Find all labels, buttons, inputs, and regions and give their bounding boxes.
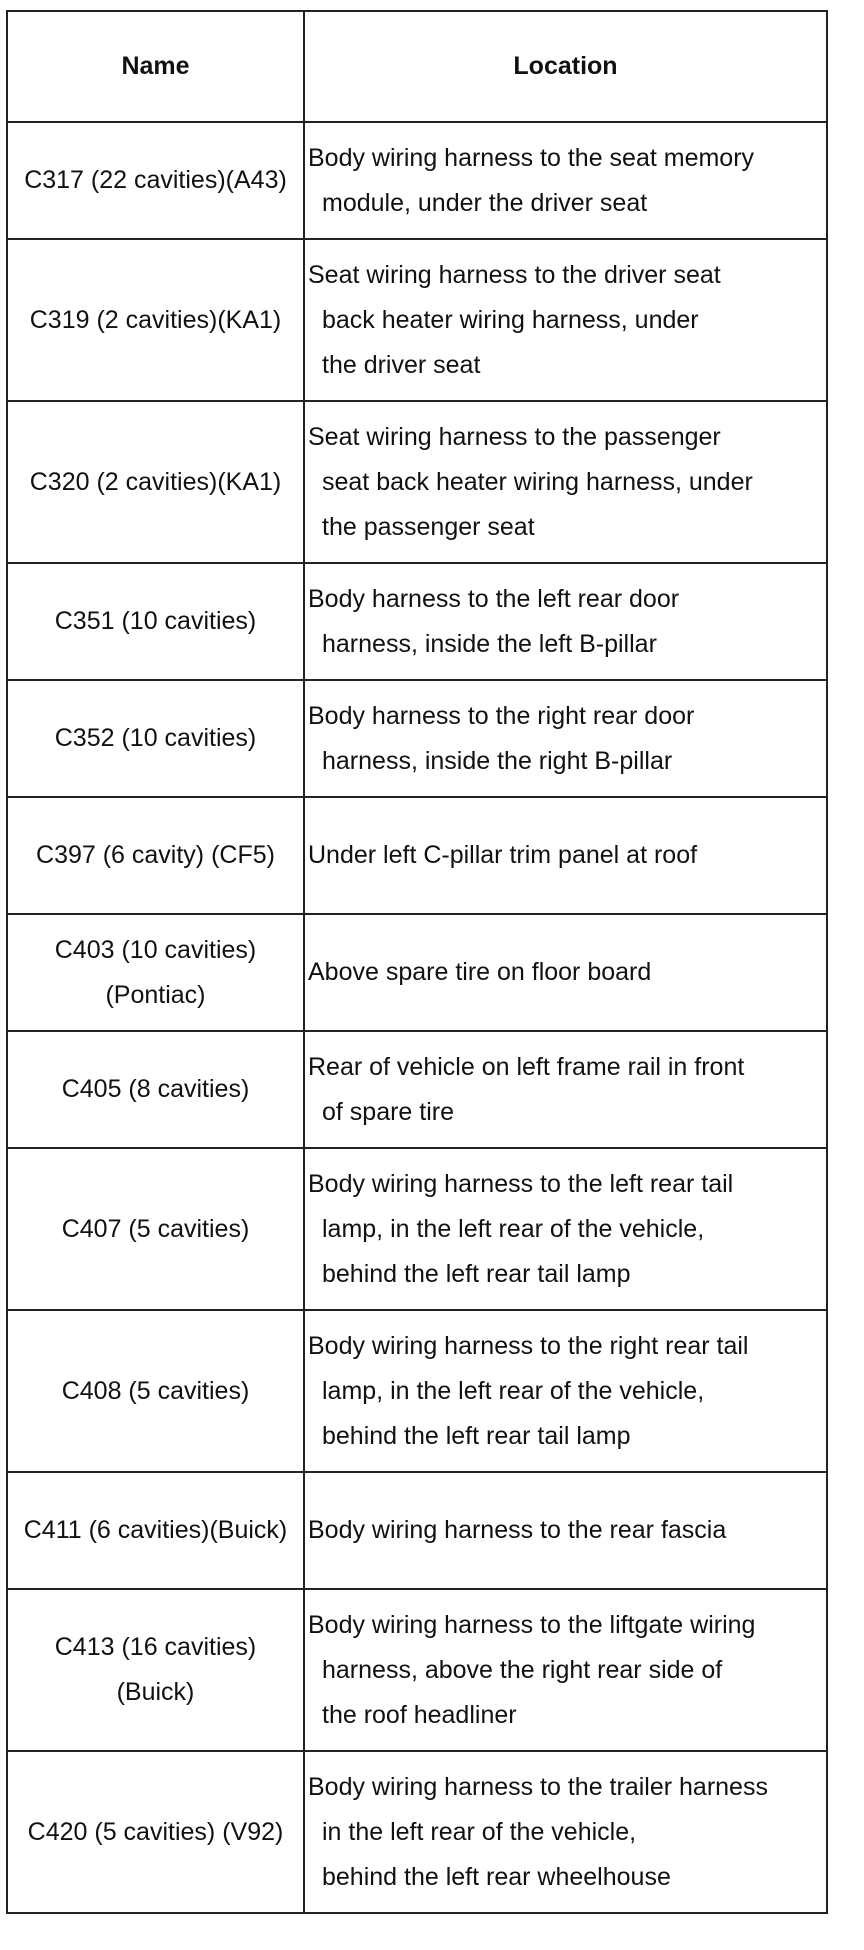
- location-text-line: Body wiring harness to the right rear tail: [308, 1331, 749, 1360]
- connector-name-text: C317 (22 cavities)(A43): [24, 166, 287, 194]
- connector-name-text: C408 (5 cavities): [61, 1376, 250, 1405]
- location-text-line: Seat wiring harness to the driver seat: [308, 260, 721, 289]
- connector-location-cell: [304, 1148, 827, 1310]
- connector-location-cell: [304, 401, 827, 563]
- table-body: [7, 122, 827, 1913]
- location-text-line: harness, inside the left B-pillar: [322, 629, 657, 658]
- connector-name-cell: [7, 914, 304, 1031]
- location-column-header: Location: [304, 11, 827, 122]
- connector-name-text: C397 (6 cavity) (CF5): [36, 841, 275, 869]
- location-text-line: Above spare tire on floor board: [308, 958, 652, 986]
- connector-location-cell: [304, 122, 827, 239]
- location-text-line: module, under the driver seat: [322, 188, 648, 217]
- connector-name-text: C351 (10 cavities): [54, 607, 257, 635]
- location-text-line: seat back heater wiring harness, under: [322, 467, 753, 496]
- location-text-line: Body wiring harness to the liftgate wiring: [308, 1610, 756, 1639]
- location-text-line: Body wiring harness to the trailer harness: [308, 1772, 768, 1801]
- location-text-line: Rear of vehicle on left frame rail in front: [308, 1052, 745, 1081]
- connector-name-text: C420 (5 cavities) (V92): [27, 1817, 284, 1846]
- table-row: [7, 1031, 827, 1148]
- connector-location-cell: [304, 914, 827, 1031]
- connector-name-cell: [7, 563, 304, 680]
- location-text-line: in the left rear of the vehicle,: [322, 1817, 637, 1846]
- connector-name-text: C407 (5 cavities): [61, 1214, 250, 1243]
- connector-location-cell: [304, 1310, 827, 1472]
- connector-location-cell: [304, 1589, 827, 1751]
- connector-location-cell: [304, 1031, 827, 1148]
- location-text-line: Body wiring harness to the seat memory: [308, 143, 755, 172]
- connector-location-cell: [304, 1751, 827, 1913]
- location-text-line: Under left C-pillar trim panel at roof: [308, 841, 698, 869]
- location-text-line: harness, inside the right B-pillar: [322, 746, 673, 775]
- table-row: [7, 1589, 827, 1751]
- connector-name-text: C405 (8 cavities): [61, 1075, 250, 1103]
- location-text-line: Body harness to the right rear door: [308, 701, 695, 730]
- connector-name-text: C403 (10 cavities): [54, 935, 257, 964]
- location-text-line: the roof headliner: [322, 1700, 517, 1729]
- connector-name-cell: [7, 1589, 304, 1751]
- table-row: [7, 680, 827, 797]
- connector-name-text: C352 (10 cavities): [54, 724, 257, 752]
- location-text-line: lamp, in the left rear of the vehicle,: [322, 1214, 705, 1243]
- table-row: [7, 797, 827, 914]
- connector-name-text: C413 (16 cavities): [54, 1633, 257, 1661]
- connector-name-text: (Buick): [116, 1678, 195, 1706]
- connector-location-cell: [304, 1472, 827, 1589]
- table-row: [7, 1310, 827, 1472]
- connector-name-cell: [7, 122, 304, 239]
- connector-name-cell: [7, 401, 304, 563]
- connector-location-cell: [304, 797, 827, 914]
- connector-name-cell: [7, 1031, 304, 1148]
- location-text-line: of spare tire: [322, 1097, 455, 1126]
- table-row: [7, 1472, 827, 1589]
- connector-name-cell: [7, 680, 304, 797]
- table-row: [7, 563, 827, 680]
- location-text-line: Body harness to the left rear door: [308, 584, 680, 613]
- location-text-line: lamp, in the left rear of the vehicle,: [322, 1376, 705, 1405]
- connector-name-cell: [7, 1310, 304, 1472]
- location-text-line: behind the left rear wheelhouse: [322, 1862, 671, 1891]
- table-row: [7, 1751, 827, 1913]
- location-text-line: behind the left rear tail lamp: [322, 1259, 631, 1288]
- location-text-line: behind the left rear tail lamp: [322, 1421, 631, 1450]
- connector-location-table: [6, 10, 828, 1914]
- table-row: [7, 122, 827, 239]
- connector-location-cell: [304, 680, 827, 797]
- connector-location-cell: [304, 239, 827, 401]
- location-text-line: Body wiring harness to the rear fascia: [308, 1516, 727, 1544]
- table-row: [7, 1148, 827, 1310]
- location-text-line: Body wiring harness to the left rear tail: [308, 1169, 734, 1198]
- connector-name-cell: [7, 797, 304, 914]
- connector-location-cell: [304, 563, 827, 680]
- connector-name-cell: [7, 239, 304, 401]
- location-text-line: the driver seat: [322, 350, 481, 379]
- connector-name-cell: [7, 1751, 304, 1913]
- connector-name-cell: [7, 1472, 304, 1589]
- location-text-line: Seat wiring harness to the passenger: [308, 422, 721, 451]
- table-row: [7, 239, 827, 401]
- name-column-header: Name: [7, 11, 304, 122]
- connector-name-cell: [7, 1148, 304, 1310]
- location-text-line: back heater wiring harness, under: [322, 305, 699, 334]
- table-row: [7, 914, 827, 1031]
- connector-name-text: C320 (2 cavities)(KA1): [29, 467, 282, 496]
- table-row: [7, 401, 827, 563]
- location-text-line: the passenger seat: [322, 512, 535, 541]
- connector-name-text: C411 (6 cavities)(Buick): [23, 1516, 288, 1544]
- connector-name-text: (Pontiac): [105, 980, 206, 1009]
- connector-name-text: C319 (2 cavities)(KA1): [29, 305, 282, 334]
- location-text-line: harness, above the right rear side of: [322, 1655, 723, 1684]
- header-row: [7, 11, 827, 122]
